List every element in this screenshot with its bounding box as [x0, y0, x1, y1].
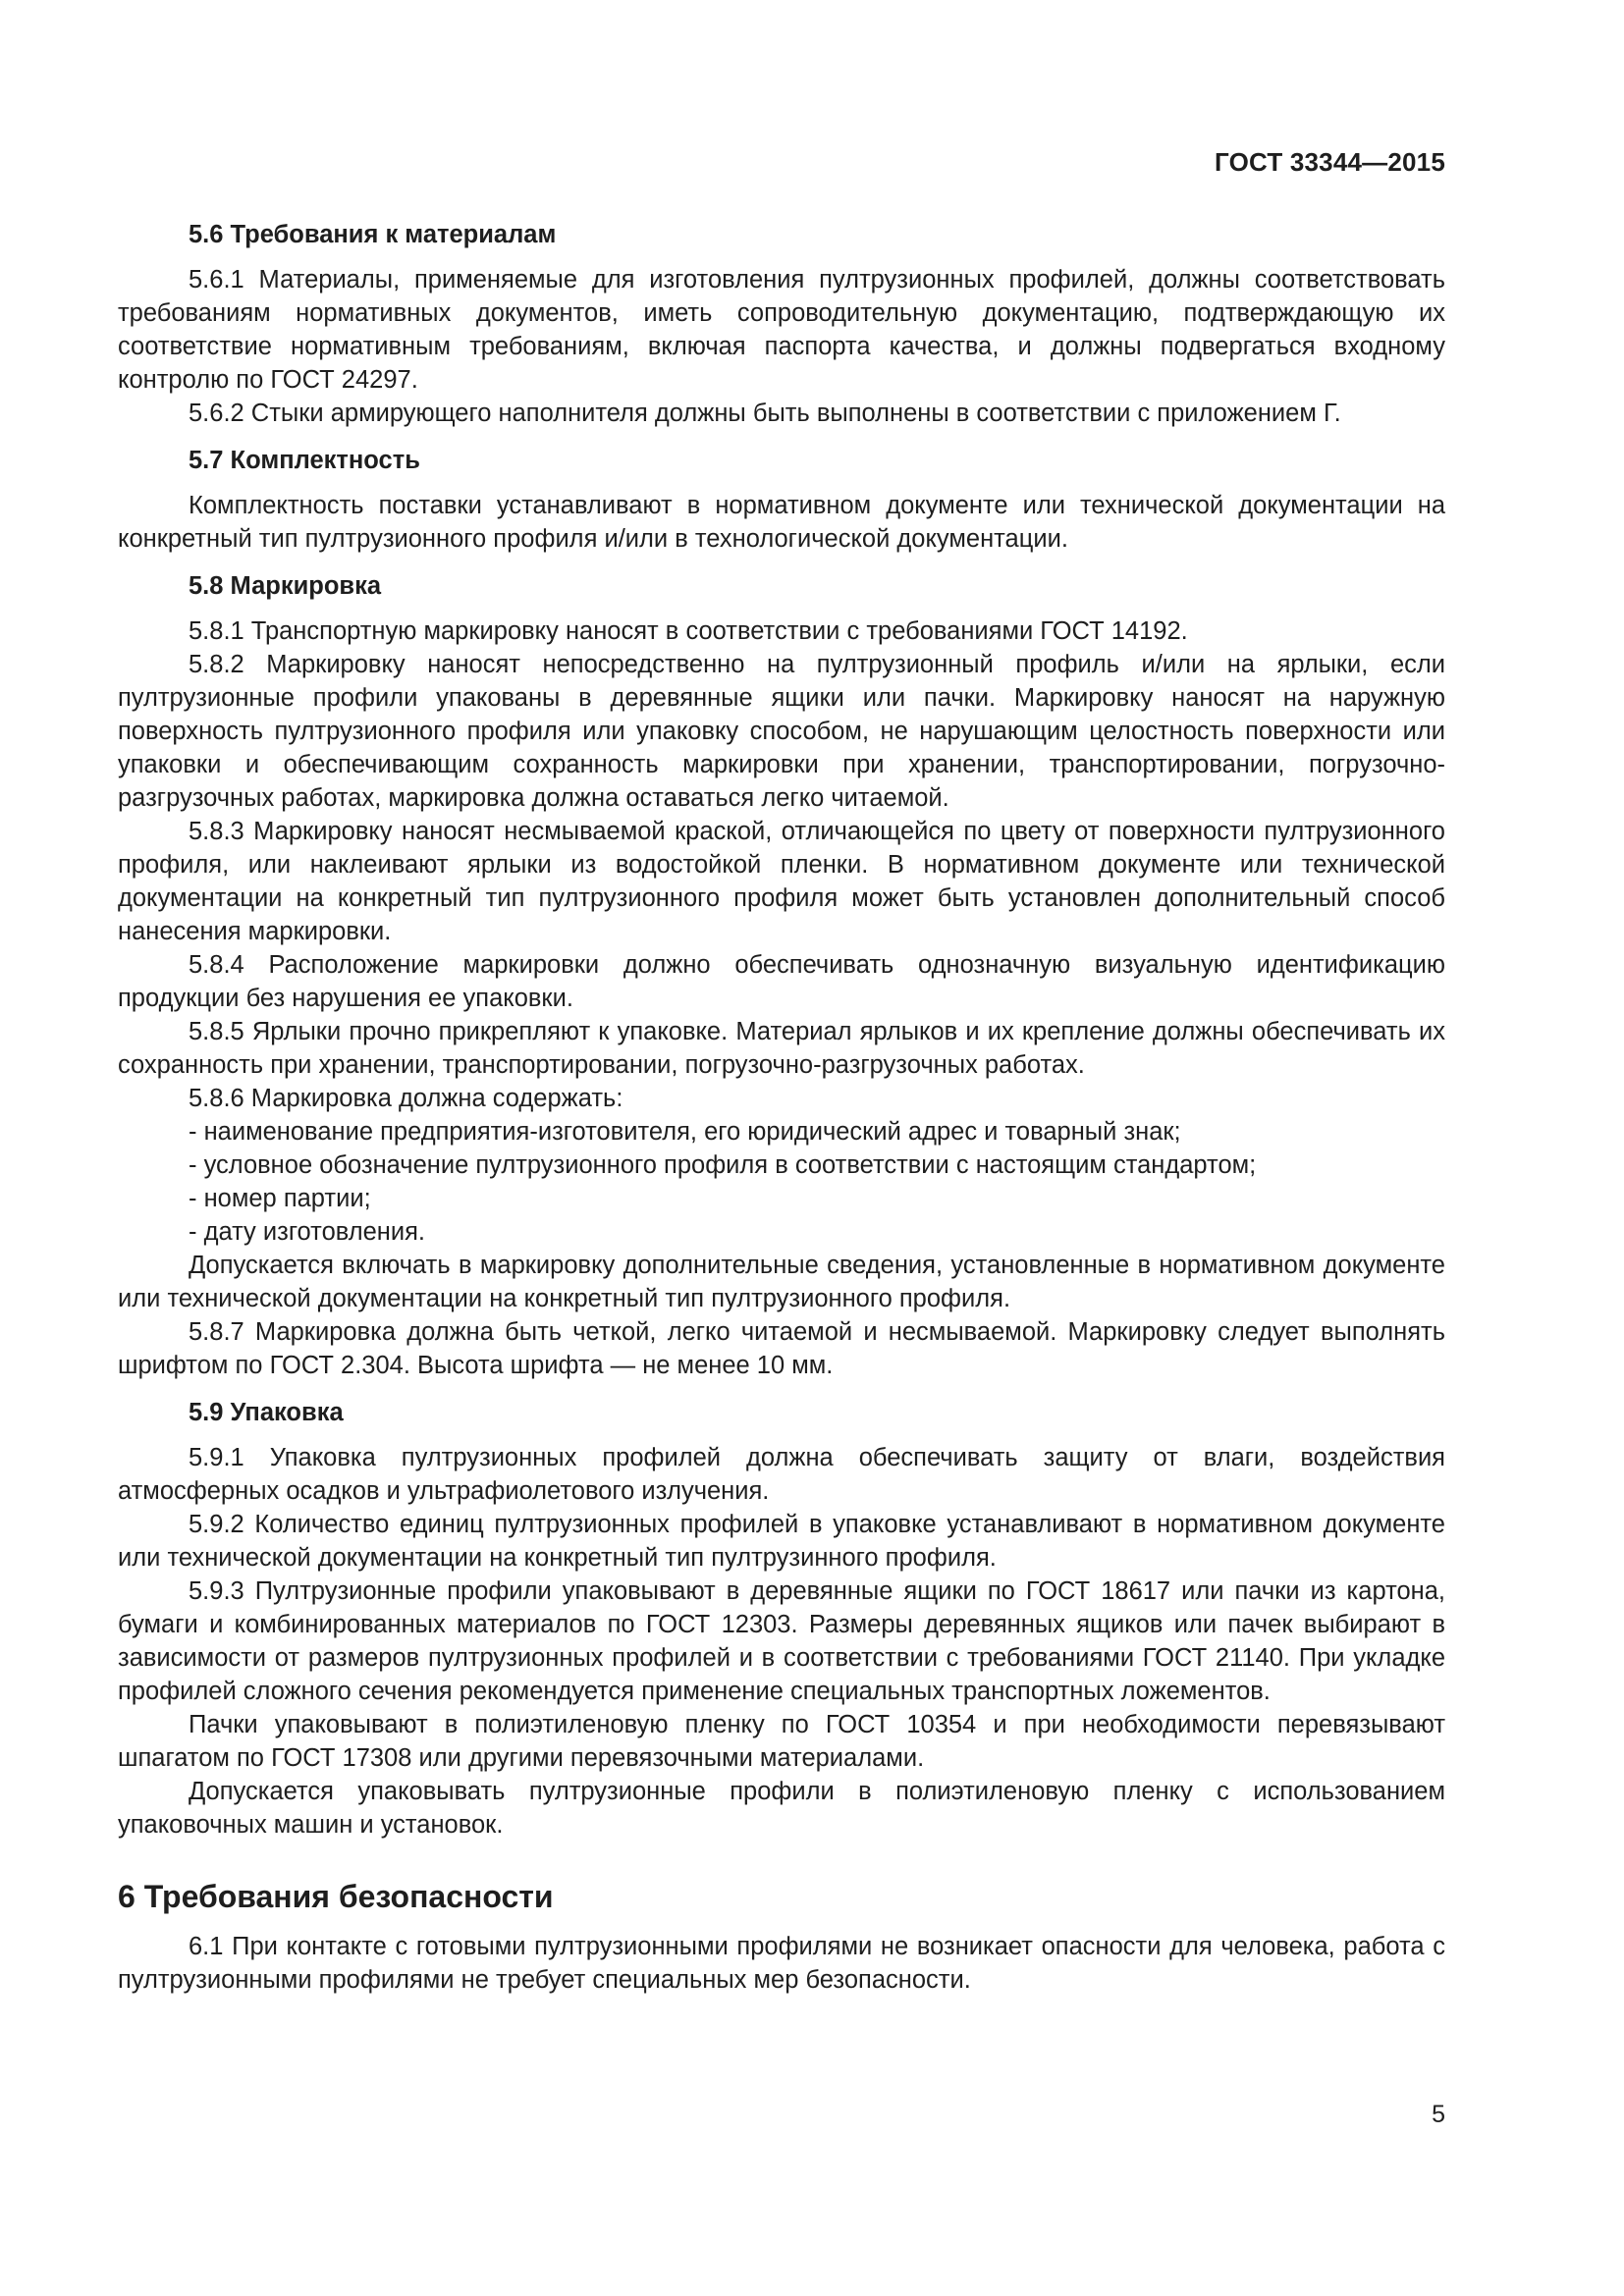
section-5-9-title: 5.9 Упаковка	[189, 1399, 344, 1426]
paragraph-5-9-1: 5.9.1 Упаковка пултрузионных профилей должна обеспечивать защиту от влаги, воздействия атмосферных осадков и ультрафиолетового излучения.	[118, 1444, 1445, 1505]
paragraph-5-8-3: 5.8.3 Маркировку наносят несмываемой краской, отличающейся по цвету от поверхности пултрузионного профиля, или наклеивают ярлыки из водостойкой пленки. В нормативном документе или технической документации на конкретный тип пултрузионного профиля может быть установлен дополнительный способ нанесения маркировки.	[118, 818, 1445, 945]
paragraph-5-9-3-machines: Допускается упаковывать пултрузионные профили в полиэтиленовую пленку с использованием упаковочных машин и установок.	[118, 1778, 1445, 1839]
list-item: - дату изготовления.	[189, 1218, 425, 1246]
paragraph-5-7: Комплектность поставки устанавливают в нормативном документе или технической документации на конкретный тип пултрузионного профиля и/или в технологической документации.	[118, 492, 1445, 553]
paragraph-6-1: 6.1 При контакте с готовыми пултрузионными профилями не возникает опасности для человека, работа с пултрузионными профилями не требует специальных мер безопасности.	[118, 1933, 1445, 1994]
document-code: ГОСТ 33344—2015	[1215, 147, 1445, 177]
section-5-6-title: 5.6 Требования к материалам	[189, 221, 557, 248]
paragraph-5-6-1: 5.6.1 Материалы, применяемые для изготовления пултрузионных профилей, должны соответствовать требованиям нормативных документов, иметь сопроводительную документацию, подтверждающую их соответствие нормативным требованиям, включая паспорта качества, и должны подвергаться входному контролю по ГОСТ 24297.	[118, 266, 1445, 394]
document-body	[118, 218, 1445, 1997]
page-number: 5	[1432, 2101, 1445, 2128]
section-5-7-title: 5.7 Комплектность	[189, 447, 420, 474]
paragraph-5-8-7: 5.8.7 Маркировка должна быть четкой, легко читаемой и несмываемой. Маркировку следует выполнять шрифтом по ГОСТ 2.304. Высота шрифта — не менее 10 мм.	[118, 1318, 1445, 1379]
paragraph-5-9-3-packs: Пачки упаковывают в полиэтиленовую пленку по ГОСТ 10354 и при необходимости перевязывают шпагатом по ГОСТ 17308 или другими перевязочными материалами.	[118, 1711, 1445, 1772]
section-6-title: 6 Требования безопасности	[118, 1879, 554, 1914]
paragraph-5-8-2: 5.8.2 Маркировку наносят непосредственно на пултрузионный профиль и/или на ярлыки, если пултрузионные профили упакованы в деревянные ящики или пачки. Маркировку наносят на наружную поверхность пултрузионного профиля или упаковку способом, не нарушающим целостность поверхности или упаковки и обеспечивающим сохранность маркировки при хранении, транспортировании, погрузочно-разгрузочных работах, маркировка должна оставаться легко читаемой.	[118, 651, 1445, 812]
list-item: - наименование предприятия-изготовителя, его юридический адрес и товарный знак;	[189, 1118, 1181, 1146]
paragraph-5-8-6-note: Допускается включать в маркировку дополнительные сведения, установленные в нормативном документе или технической документации на конкретный тип пултрузионного профиля.	[118, 1252, 1445, 1312]
list-item: - номер партии;	[189, 1185, 371, 1212]
paragraph-5-9-2: 5.9.2 Количество единиц пултрузионных профилей в упаковке устанавливают в нормативном документе или технической документации на конкретный тип пултрузинного профиля.	[118, 1511, 1445, 1572]
paragraph-5-9-3: 5.9.3 Пултрузионные профили упаковывают в деревянные ящики по ГОСТ 18617 или пачки из картона, бумаги и комбинированных материалов по ГОСТ 12303. Размеры деревянных ящиков или пачек выбирают в зависимости от размеров пултрузионных профилей и в соответствии с требованиями ГОСТ 21140. При укладке профилей сложного сечения рекомендуется применение специальных транспортных ложементов.	[118, 1577, 1445, 1705]
paragraph-5-8-4: 5.8.4 Расположение маркировки должно обеспечивать однозначную визуальную идентификацию продукции без нарушения ее упаковки.	[118, 951, 1445, 1012]
list-item: - условное обозначение пултрузионного профиля в соответствии с настоящим стандартом;	[189, 1151, 1257, 1179]
paragraph-5-8-1: 5.8.1 Транспортную маркировку наносят в соответствии с требованиями ГОСТ 14192.	[189, 617, 1188, 645]
section-5-8-title: 5.8 Маркировка	[189, 572, 382, 600]
paragraph-5-6-2: 5.6.2 Стыки армирующего наполнителя должны быть выполнены в соответствии с приложением Г.	[189, 400, 1341, 427]
paragraph-5-8-5: 5.8.5 Ярлыки прочно прикрепляют к упаковке. Материал ярлыков и их крепление должны обеспечивать их сохранность при хранении, транспортировании, погрузочно-разгрузочных работах.	[118, 1018, 1445, 1079]
paragraph-5-8-6: 5.8.6 Маркировка должна содержать:	[189, 1085, 623, 1112]
